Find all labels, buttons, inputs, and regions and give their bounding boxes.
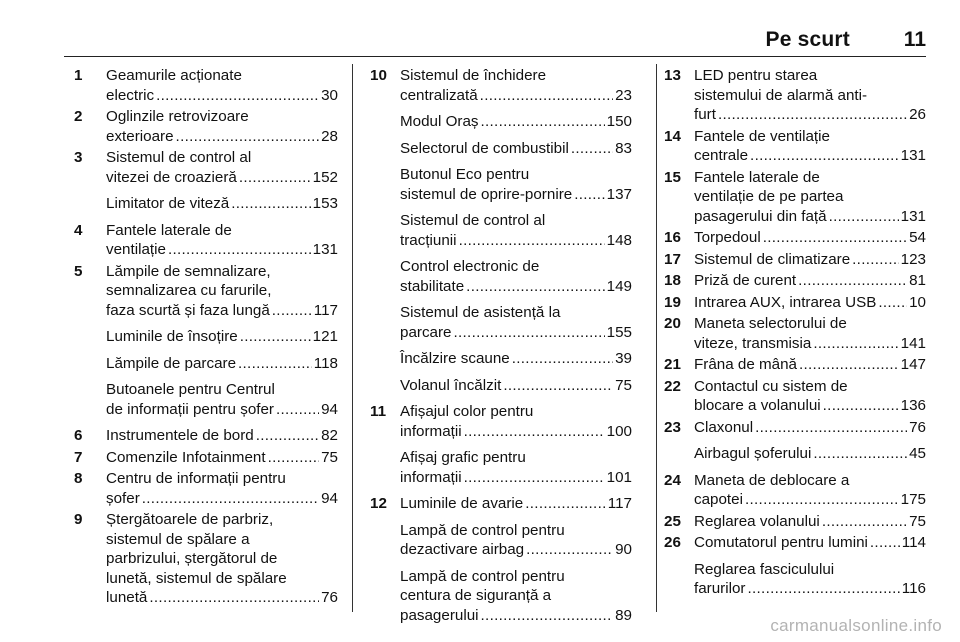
index-entry	[74, 260, 338, 321]
page-reference[interactable]: 45	[909, 445, 926, 462]
index-entry	[370, 514, 632, 560]
index-entry	[370, 369, 632, 396]
dot-leader	[798, 271, 907, 291]
entry-page-line	[694, 105, 926, 125]
dot-leader	[525, 494, 606, 514]
entry-text-line: Sistemul de control al	[106, 149, 252, 166]
index-entry	[664, 248, 926, 270]
callout-number: 9	[74, 511, 83, 528]
page-reference[interactable]: 118	[313, 354, 338, 372]
entry-label: Modul Oraș	[400, 113, 479, 130]
entry-text-line: Sistemul de control al	[400, 212, 546, 229]
entry-page-line	[106, 426, 338, 446]
entry-text-line: Maneta de deblocare a	[694, 471, 850, 489]
entry-page-line	[106, 448, 338, 468]
entry-page-line	[106, 194, 338, 214]
entry-text-line: Butoanele pentru Centrul	[106, 381, 275, 398]
entry-page-line	[400, 323, 632, 343]
callout-number: 8	[74, 470, 83, 487]
index-entry	[370, 204, 632, 250]
entry-text-line: Lămpile de semnalizare,	[106, 262, 271, 280]
entry-page-line	[694, 418, 926, 438]
callout-number: 7	[74, 448, 83, 466]
page-reference[interactable]: 121	[312, 328, 338, 345]
callout-number: 3	[74, 149, 83, 166]
entry-label: Volanul încălzit	[400, 376, 502, 394]
page-reference[interactable]: 141	[900, 334, 926, 352]
page-reference[interactable]: 83	[615, 139, 632, 157]
index-entry	[664, 125, 926, 166]
dot-leader	[480, 86, 613, 106]
page-reference[interactable]: 23	[615, 86, 632, 104]
page-reference[interactable]: 131	[900, 207, 926, 225]
header-rule	[64, 56, 926, 57]
dot-leader	[852, 250, 899, 270]
index-entry	[74, 373, 338, 419]
page-reference[interactable]: 131	[312, 241, 338, 258]
dot-leader	[745, 490, 899, 510]
entry-text-line: sistemului de alarmă anti-	[694, 86, 868, 104]
page-reference[interactable]: 155	[606, 323, 632, 341]
entry-page-line	[694, 579, 926, 599]
entry-label: Instrumentele de bord	[106, 427, 254, 444]
entry-label: electric	[106, 86, 155, 104]
callout-number: 16	[664, 229, 681, 246]
entry-page-line	[694, 293, 926, 313]
index-entry	[370, 441, 632, 487]
callout-number: 12	[370, 495, 387, 512]
entry-label: faza scurtă și faza lungă	[106, 301, 270, 319]
dot-leader	[747, 579, 899, 599]
entry-page-line	[400, 185, 632, 205]
dot-leader	[231, 194, 310, 214]
dot-leader	[755, 418, 907, 438]
entry-page-line	[400, 494, 632, 514]
callout-number: 14	[664, 127, 681, 145]
entry-label: sistemul de oprire-pornire	[400, 185, 573, 203]
watermark-logo: carmanualsonline.info	[770, 616, 942, 635]
page-reference[interactable]: 131	[900, 147, 926, 164]
page-reference[interactable]: 90	[615, 541, 632, 558]
entry-text-line: Ștergătoarele de parbriz,	[106, 511, 274, 528]
entry-text-line: Fantele de ventilație	[694, 127, 830, 145]
index-entry	[74, 320, 338, 347]
entry-text-line: Lampă de control pentru	[400, 521, 565, 539]
dot-leader	[464, 468, 605, 488]
page-reference[interactable]: 152	[312, 168, 338, 186]
entry-label: Selectorul de combustibil	[400, 139, 569, 157]
entry-page-line	[400, 277, 632, 297]
entry-page-line	[694, 334, 926, 354]
entry-text-line: lunetă, sistemul de spălare	[106, 569, 287, 587]
callout-number: 15	[664, 168, 681, 186]
entry-label: Lămpile de parcare	[106, 354, 237, 372]
dot-leader	[526, 540, 613, 560]
page-reference[interactable]: 75	[615, 376, 632, 394]
index-entry	[74, 187, 338, 214]
callout-number: 13	[664, 67, 681, 84]
entry-page-line	[106, 240, 338, 260]
entry-page-line	[694, 533, 926, 553]
entry-text-line: Contactul cu sistem de	[694, 377, 848, 395]
index-entry	[74, 66, 338, 105]
entry-page-line	[106, 400, 338, 420]
page-header	[0, 24, 960, 58]
callout-number: 1	[74, 67, 83, 84]
page-reference[interactable]: 39	[615, 350, 632, 367]
page-reference[interactable]: 153	[312, 195, 338, 212]
page-number: 11	[903, 28, 926, 51]
entry-text-line: Afișaj grafic pentru	[400, 449, 526, 466]
dot-leader	[512, 349, 613, 369]
dot-leader	[750, 146, 899, 166]
index-entry	[664, 553, 926, 599]
callout-number: 18	[664, 272, 681, 289]
page-reference[interactable]: 117	[607, 495, 632, 512]
entry-label: Limitator de viteză	[106, 195, 230, 212]
entry-page-line	[400, 606, 632, 626]
callout-number: 5	[74, 262, 83, 280]
index-column-1	[74, 66, 338, 608]
entry-page-line	[694, 512, 926, 532]
index-entry	[370, 560, 632, 626]
entry-page-line	[694, 355, 926, 375]
entry-label: blocare a volanului	[694, 397, 821, 414]
index-entry	[664, 291, 926, 313]
entry-text-line: Oglinzile retrovizoare	[106, 108, 249, 125]
index-entry	[370, 487, 632, 514]
entry-page-line	[106, 127, 338, 147]
index-entry	[370, 105, 632, 132]
callout-number: 22	[664, 377, 681, 395]
entry-label: furt	[694, 106, 716, 123]
column-divider-2	[656, 64, 657, 612]
entry-page-line	[400, 349, 632, 369]
entry-page-line	[694, 490, 926, 510]
entry-page-line	[106, 489, 338, 509]
entry-label: Luminile de avarie	[400, 495, 524, 512]
page-reference[interactable]: 149	[606, 277, 632, 295]
index-entry	[664, 166, 926, 227]
entry-label: viteze, transmisia	[694, 334, 812, 352]
dot-leader	[149, 588, 319, 608]
index-entry	[664, 416, 926, 438]
entry-text-line: sistemul de spălare a	[106, 530, 250, 548]
entry-page-line	[694, 146, 926, 166]
index-entry	[370, 132, 632, 159]
entry-page-line	[106, 588, 338, 608]
entry-page-line	[694, 271, 926, 291]
callout-number: 6	[74, 427, 83, 444]
entry-page-line	[400, 422, 632, 442]
dot-leader	[481, 606, 614, 626]
index-entry	[664, 375, 926, 416]
dot-leader	[466, 277, 604, 297]
entry-label: centralizată	[400, 86, 478, 104]
entry-label: Priză de curent	[694, 272, 797, 289]
index-entry	[370, 66, 632, 105]
callout-number: 24	[664, 471, 681, 489]
dot-leader	[799, 355, 899, 375]
entry-label: exterioare	[106, 127, 174, 145]
entry-text-line: Centru de informații pentru	[106, 470, 286, 487]
index-entry	[74, 146, 338, 187]
page-reference[interactable]: 94	[321, 400, 338, 418]
entry-page-line	[694, 207, 926, 227]
entry-text-line: Sistemul de asistență la	[400, 304, 561, 321]
page-reference[interactable]: 123	[900, 250, 926, 268]
page-reference[interactable]: 101	[606, 468, 632, 486]
dot-leader	[239, 168, 311, 188]
page-reference[interactable]: 175	[900, 491, 926, 508]
entry-text-line: Control electronic de	[400, 258, 540, 275]
entry-page-line	[106, 354, 338, 374]
entry-label: farurilor	[694, 580, 746, 597]
dot-leader	[822, 512, 907, 532]
entry-label: Intrarea AUX, intrarea USB	[694, 293, 877, 311]
dot-leader	[142, 489, 319, 509]
entry-text-line: semnalizarea cu farurile,	[106, 282, 272, 299]
entry-label: capotei	[694, 491, 743, 508]
page-reference[interactable]: 81	[909, 272, 926, 289]
dot-leader	[813, 334, 898, 354]
entry-label: centrale	[694, 147, 749, 164]
index-entry	[664, 226, 926, 248]
entry-label: Frâna de mână	[694, 356, 797, 373]
entry-label: vitezei de croazieră	[106, 168, 237, 186]
callout-number: 21	[664, 356, 681, 373]
entry-page-line	[400, 86, 632, 106]
page-reference[interactable]: 114	[901, 534, 926, 551]
entry-text-line: Sistemul de închidere	[400, 67, 547, 84]
entry-label: parcare	[400, 323, 452, 341]
index-entry	[664, 531, 926, 553]
dot-leader	[268, 448, 320, 468]
entry-text-line: ventilație de pe partea	[694, 188, 844, 205]
entry-label: lunetă	[106, 589, 148, 606]
index-entry	[74, 347, 338, 374]
entry-label: pasagerului	[400, 606, 479, 624]
entry-label: dezactivare airbag	[400, 541, 525, 558]
entry-page-line	[106, 168, 338, 188]
callout-number: 20	[664, 315, 681, 332]
dot-leader	[574, 185, 604, 205]
entry-text-line: Fantele laterale de	[106, 221, 232, 239]
entry-page-line	[400, 376, 632, 396]
index-entry	[74, 508, 338, 608]
dot-leader	[256, 426, 319, 446]
column-divider-1	[352, 64, 353, 612]
dot-leader	[829, 207, 899, 227]
page-reference[interactable]: 54	[909, 229, 926, 246]
dot-leader	[718, 105, 907, 125]
entry-text-line: Maneta selectorului de	[694, 315, 847, 332]
dot-leader	[238, 354, 312, 374]
index-entry	[370, 250, 632, 296]
callout-number: 10	[370, 67, 387, 84]
entry-label: stabilitate	[400, 277, 465, 295]
dot-leader	[168, 240, 311, 260]
callout-number: 11	[370, 403, 387, 420]
dot-leader	[571, 139, 613, 159]
page-reference[interactable]: 148	[606, 231, 632, 249]
dot-leader	[240, 327, 311, 347]
dot-leader	[503, 376, 613, 396]
page-reference[interactable]: 30	[321, 86, 338, 104]
entry-text-line: parbrizului, ștergătorul de	[106, 550, 278, 567]
index-entry	[664, 312, 926, 353]
entry-label: Comenzile Infotainment	[106, 448, 266, 466]
entry-label: Sistemul de climatizare	[694, 250, 851, 268]
page-reference[interactable]: 76	[321, 589, 338, 606]
entry-text-line: Lampă de control pentru	[400, 567, 565, 585]
index-entry	[664, 437, 926, 464]
entry-page-line	[400, 468, 632, 488]
entry-label: Torpedoul	[694, 229, 761, 246]
dot-leader	[870, 533, 900, 553]
index-entry	[74, 214, 338, 260]
callout-number: 25	[664, 512, 681, 530]
page-reference[interactable]: 89	[615, 606, 632, 624]
entry-label: tracțiunii	[400, 231, 457, 249]
page-reference[interactable]: 10	[909, 293, 926, 311]
page-title: Pe scurt	[765, 28, 850, 51]
entry-page-line	[400, 112, 632, 132]
dot-leader	[272, 301, 312, 321]
entry-label: Încălzire scaune	[400, 350, 510, 367]
index-entry	[664, 66, 926, 125]
page-reference[interactable]: 136	[900, 397, 926, 414]
callout-number: 17	[664, 250, 681, 268]
entry-label: de informații pentru șofer	[106, 400, 274, 418]
index-entry	[664, 464, 926, 510]
index-column-2	[370, 66, 632, 625]
index-entry	[370, 342, 632, 369]
dot-leader	[464, 422, 605, 442]
entry-page-line	[106, 86, 338, 106]
index-entry	[74, 467, 338, 508]
dot-leader	[813, 444, 907, 464]
page-reference[interactable]: 82	[321, 427, 338, 444]
entry-label: Luminile de însoțire	[106, 328, 238, 345]
entry-page-line	[694, 444, 926, 464]
page-reference[interactable]: 116	[901, 580, 926, 597]
dot-leader	[763, 228, 907, 248]
entry-text-line: Reglarea fasciculului	[694, 560, 835, 578]
callout-number: 23	[664, 418, 681, 436]
entry-page-line	[400, 139, 632, 159]
entry-page-line	[106, 301, 338, 321]
page-reference[interactable]: 75	[909, 512, 926, 530]
entry-label: Reglarea volanului	[694, 512, 820, 530]
entry-page-line	[694, 228, 926, 248]
page-reference[interactable]: 100	[606, 422, 632, 440]
entry-label: informații	[400, 422, 462, 440]
page-reference[interactable]: 26	[909, 106, 926, 123]
dot-leader	[276, 400, 319, 420]
entry-label: Comutatorul pentru lumini	[694, 534, 868, 551]
entry-text-line: Butonul Eco pentru	[400, 166, 530, 183]
page-reference[interactable]: 94	[321, 489, 338, 507]
entry-page-line	[400, 231, 632, 251]
entry-page-line	[694, 396, 926, 416]
dot-leader	[459, 231, 605, 251]
page-reference[interactable]: 117	[313, 301, 338, 319]
page-reference[interactable]: 147	[900, 356, 926, 373]
index-entry	[74, 105, 338, 146]
page-reference[interactable]: 75	[321, 448, 338, 466]
callout-number: 19	[664, 293, 681, 311]
dot-leader	[156, 86, 319, 106]
entry-text-line: LED pentru starea	[694, 67, 818, 84]
page-reference[interactable]: 28	[321, 127, 338, 145]
index-entry	[370, 395, 632, 441]
dot-leader	[481, 112, 605, 132]
entry-label: pasagerului din față	[694, 207, 827, 225]
index-column-3	[664, 66, 926, 599]
entry-text-line: centura de siguranță a	[400, 587, 552, 604]
page-reference[interactable]: 150	[606, 113, 632, 130]
index-entry	[664, 510, 926, 532]
index-entry	[74, 419, 338, 446]
entry-label: Airbagul șoferului	[694, 445, 812, 462]
index-entry	[370, 296, 632, 342]
entry-label: șofer	[106, 489, 140, 507]
page-reference[interactable]: 76	[909, 418, 926, 436]
entry-label: informații	[400, 468, 462, 486]
index-entry	[370, 158, 632, 204]
entry-label: Claxonul	[694, 418, 754, 436]
entry-text-line: Fantele laterale de	[694, 168, 820, 186]
dot-leader	[823, 396, 899, 416]
entry-text-line: Afișajul color pentru	[400, 403, 534, 420]
dot-leader	[176, 127, 320, 147]
index-entry	[664, 269, 926, 291]
entry-page-line	[106, 327, 338, 347]
callout-number: 4	[74, 221, 83, 239]
entry-label: ventilație	[106, 241, 166, 258]
entry-page-line	[400, 540, 632, 560]
dot-leader	[878, 293, 907, 313]
callout-number: 26	[664, 534, 681, 551]
page-reference[interactable]: 137	[606, 185, 632, 203]
entry-text-line: Geamurile acționate	[106, 67, 242, 84]
dot-leader	[454, 323, 605, 343]
entry-page-line	[694, 250, 926, 270]
index-entry	[74, 446, 338, 468]
callout-number: 2	[74, 108, 83, 125]
index-entry	[664, 353, 926, 375]
